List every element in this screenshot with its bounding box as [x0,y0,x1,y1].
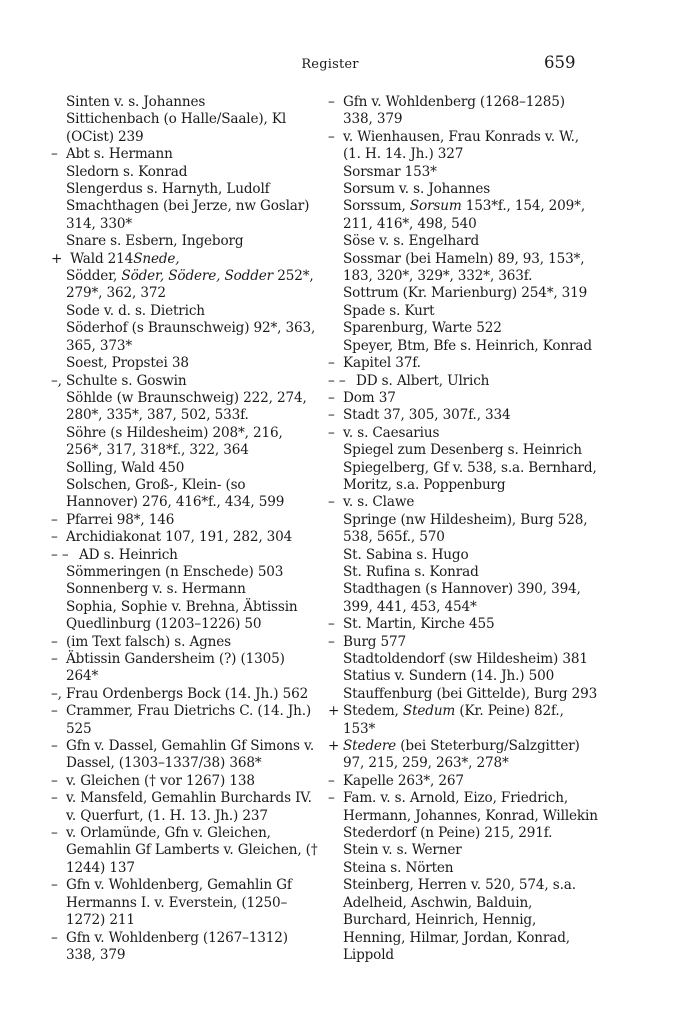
entry-text: Schulte s. Goswin [66,372,187,389]
entry-marker: – [51,529,58,546]
index-entry [328,198,598,233]
entry-text: v. Orlamünde, Gfn v. Gleichen, Gemahlin Gf Lamberts v. Gleichen, († 1244) 137 [66,825,318,876]
entry-text: Archidiakonat 107, 191, 282, 304 [66,529,293,546]
index-entry [51,146,318,163]
entry-text: Spiegelberg, Gf v. 538, s.a. Bernhard, Moritz, s.a. Poppenburg [343,459,597,493]
index-entry [328,738,598,773]
index-entry [328,164,598,181]
index-entry [51,320,318,355]
entry-variant-italic: Stedum [402,703,456,720]
page-number: 659 [544,53,576,72]
entry-text: v. Mansfeld, Gemahlin Burchards IV. v. Querfurt, (1. H. 13. Jh.) 237 [66,790,312,824]
index-entry [328,407,598,424]
entry-text-after: 252*, 279*, 362, 372 [66,268,314,302]
entry-marker: – [328,128,335,145]
entry-text: Sinten v. s. Johannes [66,94,206,110]
entry-text: Stederdorf (n Peine) 215, 291f. [343,825,553,842]
index-entry [328,547,598,564]
entry-text: Pfarrei 98*, 146 [66,511,175,528]
entry-marker: – [51,651,58,667]
entry-text: (im Text falsch) s. Agnes [66,633,231,650]
entry-text: St. Martin, Kirche 455 [343,616,495,633]
index-entry [328,703,598,738]
entry-marker: – [51,633,58,650]
index-entry [51,790,318,825]
entry-text: Abt s. Hermann [66,146,173,163]
index-entry [51,547,318,564]
entry-text-after: (Kr. Peine) 82f., 153* [343,703,564,737]
index-entry [328,494,598,511]
entry-text: Sonnenberg v. s. Hermann [66,581,246,598]
entry-text: AD s. Heinrich [79,546,178,563]
entry-text: Stadtoldendorf (sw Hildesheim) 381 [343,651,588,667]
entry-text: Solschen, Groß-, Klein- (so Hannover) 276, 416*f., 434, 599 [66,476,285,511]
index-entry [328,842,598,859]
entry-text: Sittichenbach (o Halle/Saale), Kl (OCist) 239 [66,111,287,145]
index-entry [328,442,598,459]
entry-text: v. s. Clawe [343,494,415,511]
index-entry [328,825,598,842]
entry-variant-italic: Söder, Södere, Sodder [121,268,274,285]
entry-text: Sode v. d. s. Dietrich [66,302,205,319]
entry-text: Sorsmar 153* [343,163,437,180]
entry-text: Gfn v. Wohldenberg, Gemahlin Gf Hermanns I. v. Everstein, (1250–1272) 211 [66,877,292,929]
index-entry [328,668,598,685]
index-entry [51,773,318,790]
entry-text: Soest, Propstei 38 [66,355,189,372]
entry-text: Sledorn s. Konrad [66,163,188,180]
index-entry [51,111,318,146]
entry-text: Stadt 37, 305, 307f., 334 [343,407,511,424]
index-entry [51,634,318,651]
index-entry [328,355,598,372]
entry-text: v. Gleichen († vor 1267) 138 [66,772,255,789]
entry-text: Gfn v. Wohldenberg (1267–1312) 338, 379 [66,929,288,963]
entry-text: Burg 577 [343,633,407,650]
entry-text: v. Wienhausen, Frau Konrads v. W., (1. H. 14. Jh.) 327 [343,128,579,163]
index-entry [51,460,318,477]
entry-text: Stadthagen (s Hannover) 390, 394, 399, 441, 453, 454* [343,581,581,615]
index-entry [51,825,318,877]
index-entry [51,355,318,372]
index-entry [328,129,598,164]
index-entry [51,94,318,111]
entry-marker: –, [51,685,62,702]
entry-variant-italic: Sorsum [409,198,462,215]
entry-text: Statius v. Sundern (14. Jh.) 500 [343,668,555,685]
entry-marker: + [328,703,340,720]
entry-marker: –, [51,372,62,389]
index-entry [51,512,318,529]
entry-marker: – [51,929,58,946]
entry-text: Frau Ordenbergs Bock (14. Jh.) 562 [66,685,309,702]
index-entry [328,860,598,877]
index-entry [328,251,598,286]
entry-marker: – [328,772,335,789]
index-entry [328,512,598,547]
entry-text: DD s. Albert, Ulrich [356,372,490,389]
entry-text: Äbtissin Gandersheim (?) (1305) 264* [66,651,285,685]
entry-marker: – [51,772,58,789]
entry-text: v. s. Caesarius [343,424,440,441]
entry-marker: – [328,355,335,372]
index-entry [51,564,318,581]
index-entry [51,529,318,546]
entry-marker: – [51,877,58,894]
entry-text: Slengerdus s. Harnyth, Ludolf [66,181,270,198]
entry-variant-italic: Stedere [343,738,397,755]
entry-marker: – – [328,372,346,389]
entry-text: Gfn v. Dassel, Gemahlin Gf Simons v. Dassel, (1303–1337/38) 368* [66,738,315,772]
entry-text: Smachthagen (bei Jerze, nw Goslar) 314, 330* [66,198,310,232]
running-title: Register [301,57,359,72]
index-entry [328,303,598,320]
index-entry [51,581,318,598]
index-entry [51,233,318,250]
left-index-column [51,94,318,964]
entry-marker: – [328,633,335,650]
index-entry [328,338,598,355]
index-entry [328,773,598,790]
index-entry [51,303,318,320]
entry-text: Sorssum, [343,198,410,215]
entry-text: Springe (nw Hildesheim), Burg 528, 538, 565f., 570 [343,511,588,546]
entry-text: St. Sabina s. Hugo [343,546,469,563]
entry-marker: – [328,389,335,406]
index-entry [328,390,598,407]
entry-text: Stedem, [343,703,403,720]
entry-marker: – [328,790,335,807]
index-entry [328,651,598,668]
index-entry [328,373,598,390]
index-entry [51,373,318,390]
index-entry [328,686,598,703]
entry-text: Sparenburg, Warte 522 [343,320,502,337]
entry-text: Söhre (s Hildesheim) 208*, 216, 256*, 317, 318*f., 322, 364 [66,424,283,459]
index-entry [328,233,598,250]
index-entry [51,198,318,233]
index-entry [51,477,318,512]
entry-marker: – [51,825,58,842]
index-entry [328,877,598,964]
entry-text: Söhlde (w Braunschweig) 222, 274, 280*, 335*, 387, 502, 533f. [66,389,307,424]
entry-text: Kapelle 263*, 267 [343,772,464,789]
entry-marker: – [328,94,335,110]
index-entry [328,285,598,302]
entry-text-after: 153*f., 154, 209*, 211, 416*, 498, 540 [343,198,585,232]
index-entry [51,738,318,773]
entry-text: Södder, [66,268,122,285]
index-entry [51,425,318,460]
index-entry [328,94,598,129]
index-entry [51,390,318,425]
right-index-column [328,94,598,964]
entry-marker: – [51,790,58,807]
entry-marker: – [328,616,335,633]
entry-text: Söse v. s. Engelhard [343,233,479,250]
index-entry [51,703,318,738]
entry-text: Stein v. s. Werner [343,842,462,859]
entry-text-after: (bei Steterburg/Salzgitter) 97, 215, 259, 263*, 278* [343,738,580,772]
entry-text: Steina s. Nörten [343,859,454,876]
entry-marker: – – [51,546,69,563]
entry-marker: – [51,146,58,163]
entry-text: St. Rufina s. Konrad [343,563,479,580]
index-entry [51,251,318,268]
index-entry [51,651,318,686]
index-entry [51,181,318,198]
index-entry [51,268,318,303]
entry-marker: – [51,703,58,720]
index-entry [328,181,598,198]
entry-variant-italic: Snede, [133,250,180,267]
entry-marker: + [328,738,340,755]
entry-text: Gfn v. Wohldenberg (1268–1285) 338, 379 [343,94,565,128]
entry-text: Söderhof (s Braunschweig) 92*, 363, 365, 373* [66,320,316,354]
entry-text: Wald 214 [66,250,134,267]
index-entry [328,460,598,495]
entry-text: Sottrum (Kr. Marienburg) 254*, 319 [343,285,588,302]
entry-text: Speyer, Btm, Bfe s. Heinrich, Konrad [343,337,592,354]
entry-marker: – [328,407,335,424]
entry-marker: – [328,494,335,511]
entry-marker: – [328,424,335,441]
entry-text: Sophia, Sophie v. Brehna, Äbtissin Quedlinburg (1203–1226) 50 [66,598,298,633]
index-entry [51,599,318,634]
entry-text: Solling, Wald 450 [66,459,185,476]
entry-text: Snare s. Esbern, Ingeborg [66,233,244,250]
index-entry [328,581,598,616]
entry-text: Steinberg, Herren v. 520, 574, s.a. Adelheid, Aschwin, Balduin, Burchard, Heinrich, Hennig, Henning, Hilmar, Jordan, Konrad, Lippold [343,877,576,963]
index-entry [51,877,318,929]
entry-text: Sossmar (bei Hameln) 89, 93, 153*, 183, 320*, 329*, 332*, 363f. [343,250,585,285]
entry-text: Spiegel zum Desenberg s. Heinrich [343,442,582,459]
entry-text: Kapitel 37f. [343,355,421,372]
entry-text: Crammer, Frau Dietrichs C. (14. Jh.) 525 [66,703,312,737]
entry-marker: – [51,738,58,755]
entry-text: Sömmeringen (n Enschede) 503 [66,563,284,580]
index-entry [328,320,598,337]
entry-text: Sorsum v. s. Johannes [343,181,491,198]
index-entry [328,634,598,651]
index-entry [51,164,318,181]
entry-marker: + [51,250,63,267]
entry-text: Fam. v. s. Arnold, Eizo, Friedrich, Hermann, Johannes, Konrad, Willekin [343,790,598,824]
entry-text: Dom 37 [343,389,396,406]
entry-text: Spade s. Kurt [343,302,435,319]
entry-text: Stauffenburg (bei Gittelde), Burg 293 [343,685,598,702]
index-entry [328,616,598,633]
index-entry [51,686,318,703]
entry-marker: – [51,511,58,528]
index-entry [328,790,598,825]
index-entry [328,425,598,442]
index-entry [51,930,318,965]
index-entry [328,564,598,581]
